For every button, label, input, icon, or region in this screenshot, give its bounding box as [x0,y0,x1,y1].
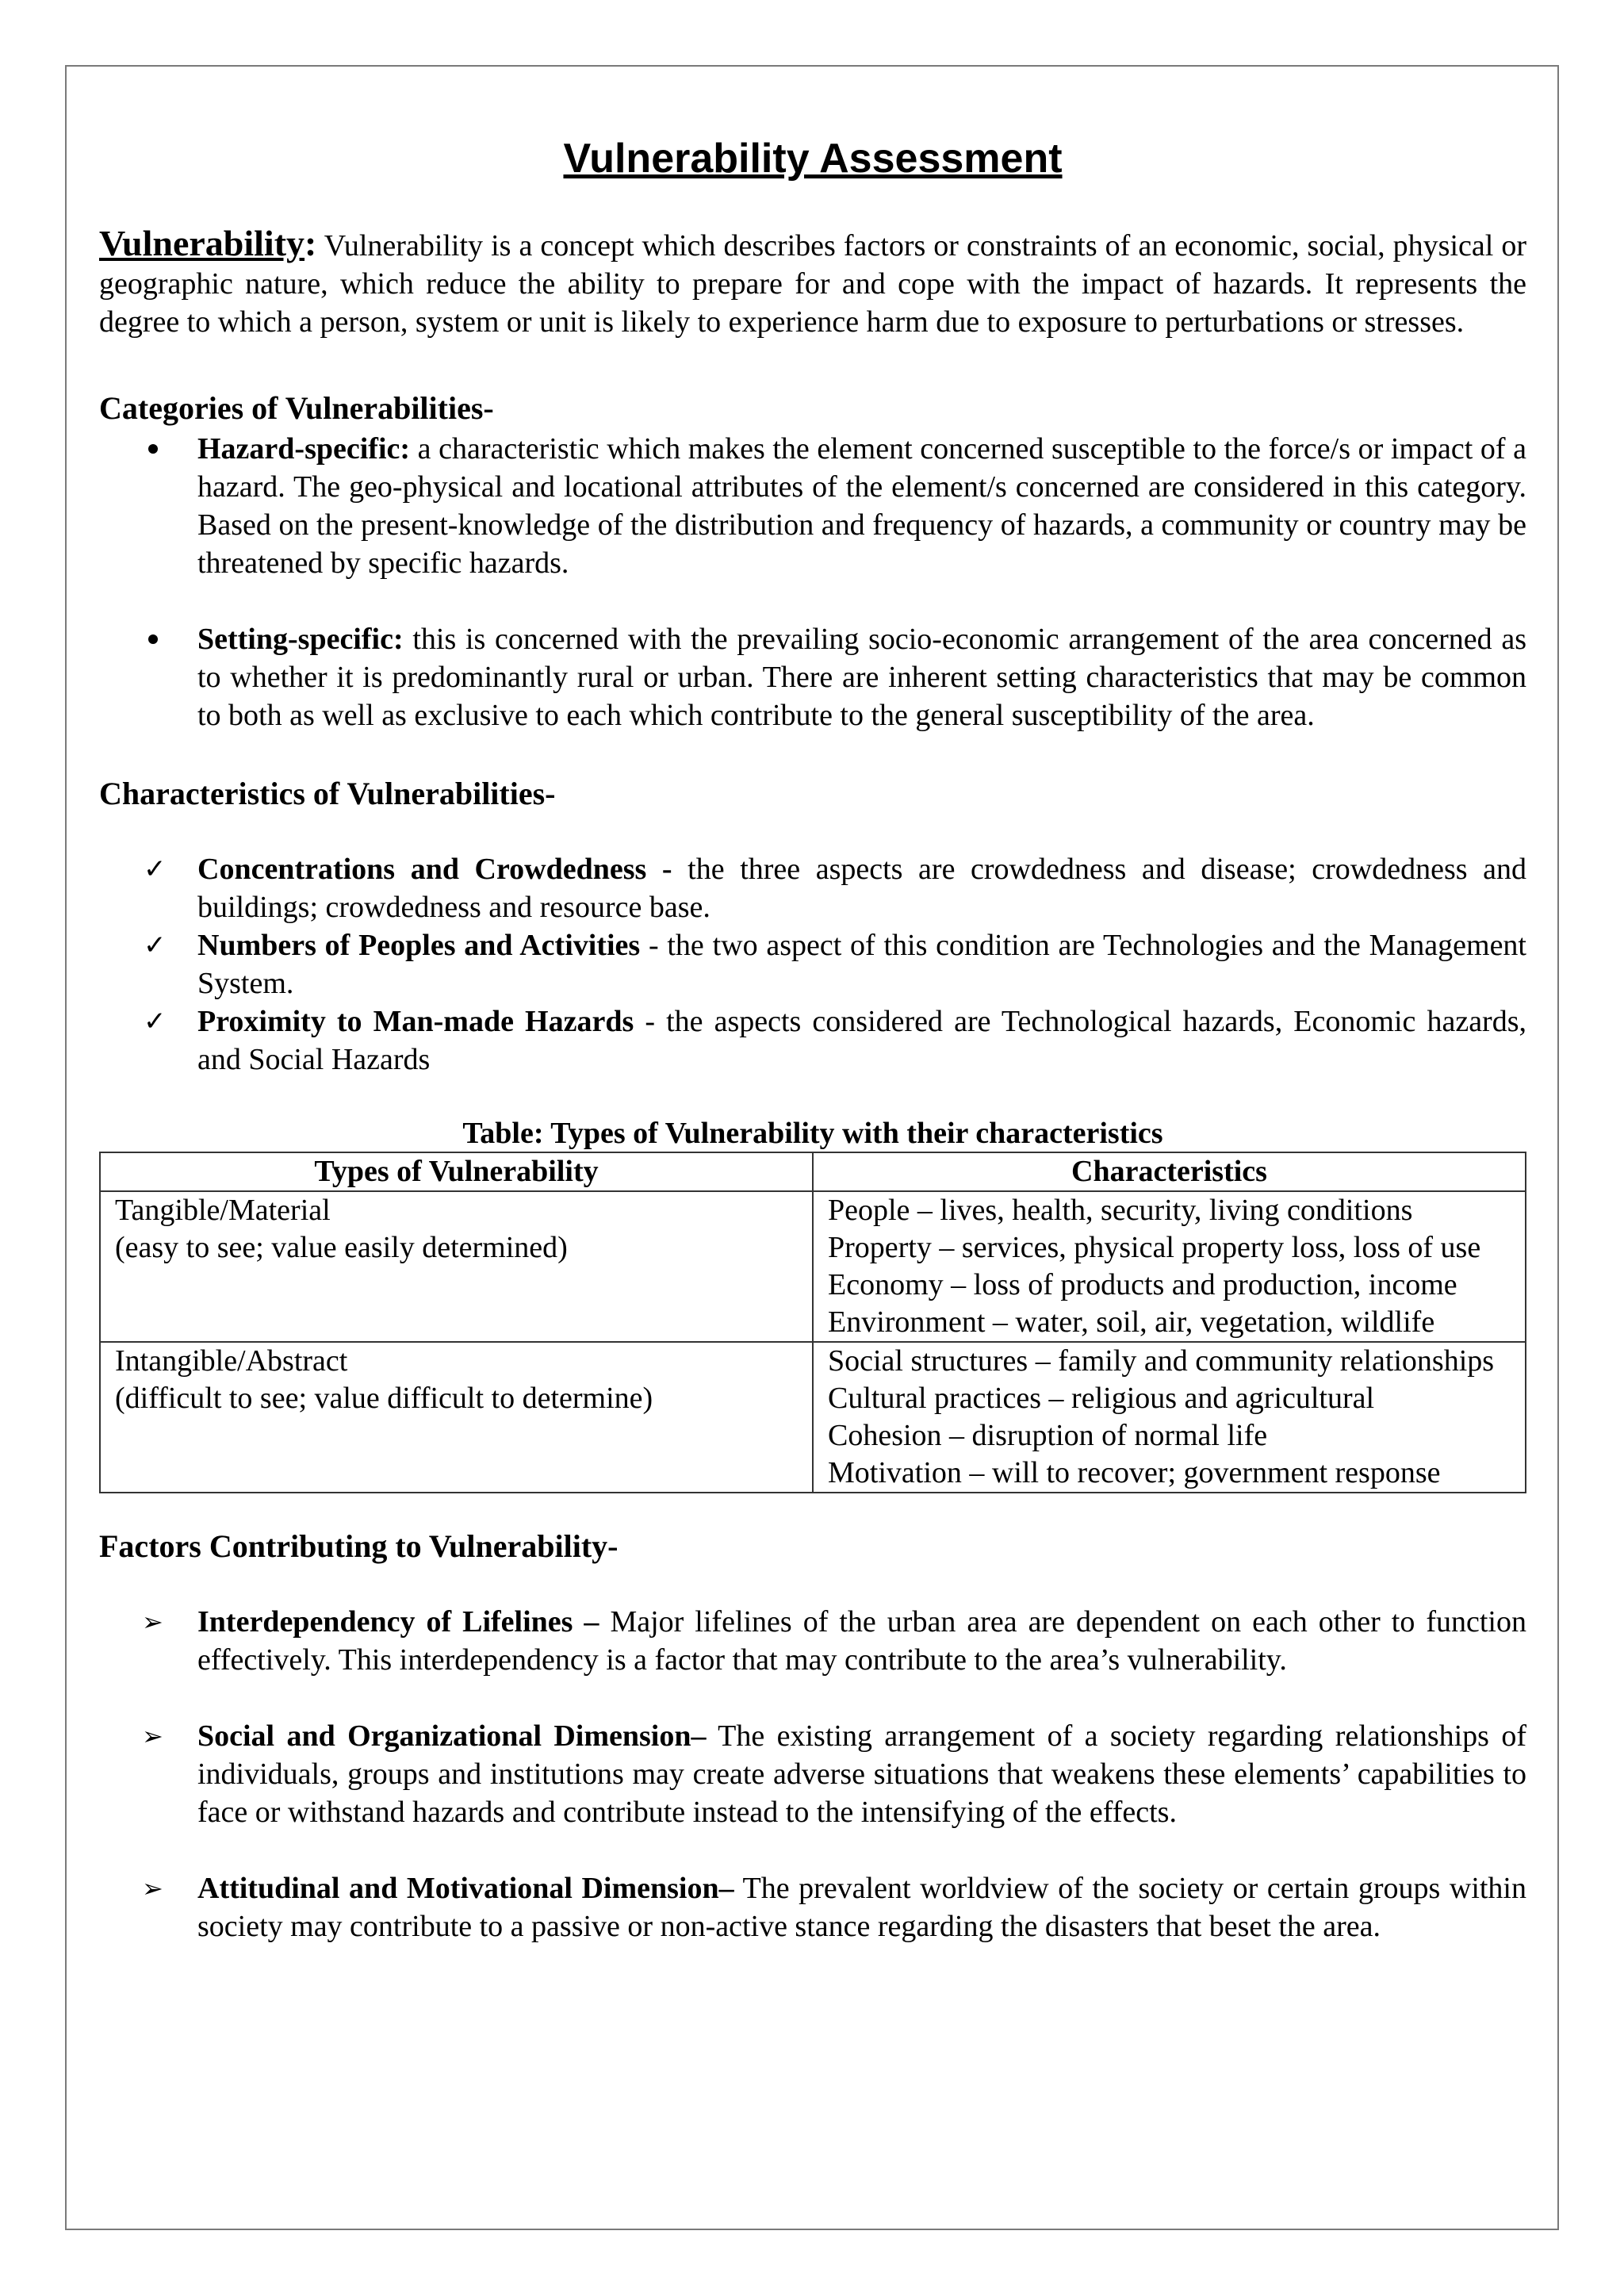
factors-heading: Factors Contributing to Vulnerability- [99,1528,619,1564]
intro-paragraph [99,224,1526,341]
arrow-bullet-icon: ➢ [142,1607,163,1637]
factors-list [99,1603,1526,1945]
list-item [99,1603,1526,1679]
list-item [99,850,1526,926]
table-caption: Table: Types of Vulnerability with their characteristics [462,1117,1163,1150]
list-item [99,926,1526,1002]
item-term: Numbers of Peoples and Activities [197,929,641,962]
table-cell [813,1342,1526,1493]
item-term: Attitudinal and Motivational Dimension– [197,1872,734,1905]
bullet-icon [148,634,158,644]
cell-line: (difficult to see; value difficult to determine) [115,1382,653,1415]
item-text: - the two aspect of this condition are Technologies and the Management System. [197,929,1526,1000]
cell-line: Property – services, physical property loss, loss of use [828,1231,1481,1264]
cell-line: Economy – loss of products and production, income [828,1268,1457,1301]
item-text: The existing arrangement of a society regarding relationships of individuals, groups and institutions may create adverse situations that weakens these elements’ capabilities to face or withstand hazards and contribute instead to the intensifying of the effects. [197,1719,1526,1829]
cell-line: Tangible/Material [115,1194,331,1227]
item-text: this is concerned with the prevailing socio-economic arrangement of the area concerned as to whether it is predominantly rural or urban. There are inherent setting characteristics that may be common to both as well as exclusive to each which contribute to the general susceptibility of the area. [197,623,1526,732]
cell-line: (easy to see; value easily determined) [115,1231,568,1264]
checkmark-icon: ✓ [144,1006,167,1037]
item-text: a characteristic which makes the element concerned susceptible to the force/s or impact of a hazard. The geo-physical and locational attributes of the element/s concerned are considered in this category. Based on the present-knowledge of the distribution and frequency of hazards, a community or country may be threatened by specific hazards. [197,432,1526,580]
item-text: - the aspects considered are Technological hazards, Economic hazards, and Social Hazards [197,1005,1526,1076]
cell-line: People – lives, health, security, living conditions [828,1194,1413,1227]
characteristics-heading: Characteristics of Vulnerabilities- [99,776,556,811]
arrow-bullet-icon: ➢ [142,1721,163,1751]
item-term: Proximity to Man-made Hazards [197,1005,634,1038]
cell-line: Cohesion – disruption of normal life [828,1419,1268,1452]
list-item [99,1869,1526,1945]
cell-line: Cultural practices – religious and agricultural [828,1382,1375,1415]
list-item [99,1717,1526,1831]
table-cell [100,1342,813,1493]
cell-line: Intangible/Abstract [115,1344,348,1378]
categories-heading: Categories of Vulnerabilities- [99,390,494,426]
item-text: The prevalent worldview of the society or certain groups within society may contribute to a passive or non-active stance regarding the disasters that beset the area. [197,1872,1526,1943]
intro-text: Vulnerability is a concept which describes factors or constraints of an economic, social, physical or geographic nature, which reduce the ability to prepare for and cope with the impact of hazards. It represents the degree to which a person, system or unit is likely to experience harm due to exposure to perturbations or stresses. [99,229,1526,339]
arrow-bullet-icon: ➢ [142,1873,163,1903]
intro-colon: : [304,223,317,263]
item-term: Social and Organizational Dimension– [197,1719,707,1753]
column-header: Types of Vulnerability [100,1152,813,1191]
item-term: Interdependency of Lifelines – [197,1605,599,1639]
item-term: Hazard-specific: [197,432,411,466]
item-term: Setting-specific: [197,623,404,656]
cell-line: Motivation – will to recover; government response [828,1456,1441,1489]
table-header-row [100,1152,1526,1191]
categories-list [99,430,1526,734]
item-text: Major lifelines of the urban area are dependent on each other to function effectively. This interdependency is a factor that may contribute to the area’s vulnerability. [197,1605,1526,1677]
checkmark-icon: ✓ [144,930,167,961]
table-row [100,1342,1526,1493]
document-body [99,131,1526,1945]
vulnerability-table [99,1152,1526,1493]
item-text: the three aspects are crowdedness and disease; crowdedness and buildings; crowdedness and resource base. [197,853,1526,924]
list-item [99,620,1526,734]
table-cell [100,1191,813,1342]
list-item [99,1002,1526,1079]
table-cell [813,1191,1526,1342]
checkmark-icon: ✓ [144,853,167,885]
intro-term: Vulnerability [99,223,305,263]
page-title: Vulnerability Assessment [563,136,1063,182]
characteristics-list [99,850,1526,1079]
bullet-icon [148,444,158,454]
cell-line: Social structures – family and community relationships [828,1344,1495,1378]
table-row [100,1191,1526,1342]
list-item [99,430,1526,582]
cell-line: Environment – water, soil, air, vegetation, wildlife [828,1305,1435,1339]
item-term: Concentrations and Crowdedness - [197,853,672,886]
column-header: Characteristics [813,1152,1526,1191]
